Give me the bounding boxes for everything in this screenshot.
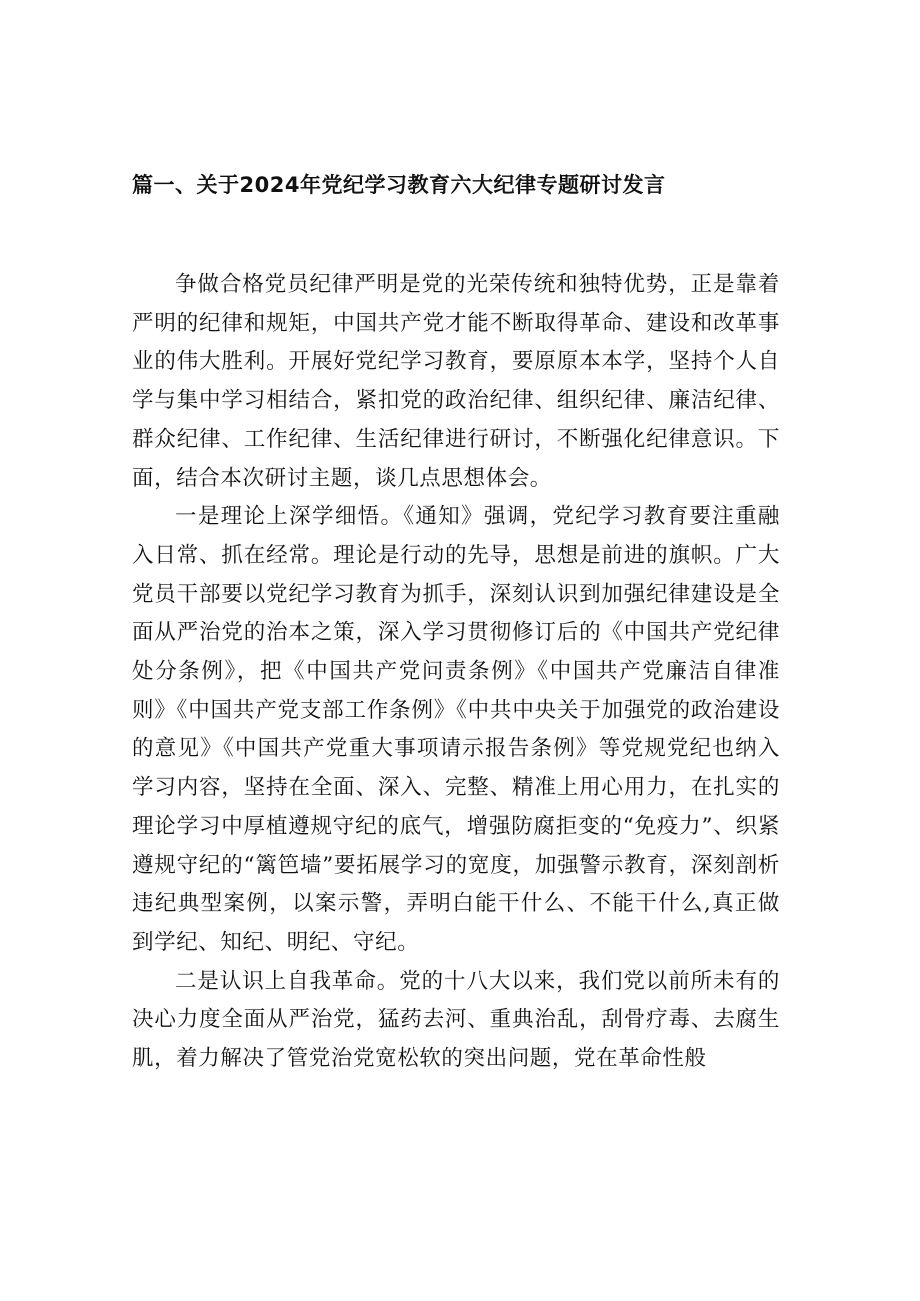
paragraph-intro: 争做合格党员纪律严明是党的光荣传统和独特优势，正是靠着严明的纪律和规矩，中国共产党才能不断取得革命、建设和改革事业的伟大胜利。开展好党纪学习教育，要原原本本学，坚持个人自学与集中学习相结合，紧扣党的政治纪律、组织纪律、廉洁纪律、群众纪律、工作纪律、生活纪律进行研讨，不断强化纪律意识。下面，结合本次研讨主题，谈几点思想体会。: [132, 272, 780, 491]
paragraph-self-revolution: 二是认识上自我革命。党的十八大以来，我们党以前所未有的决心力度全面从严治党，猛药去河、重典治乱，刮骨疗毒、去腐生肌，着力解决了管党治党宽松软的突出问题，党在革命性般: [132, 968, 780, 1072]
paragraph-theory-study: 一是理论上深学细悟。《通知》强调，党纪学习教育要注重融入日常、抓在经常。理论是行动的先导，思想是前进的旗帜。广大党员干部要以党纪学习教育为抓手，深刻认识到加强纪律建设是全面从严治党的治本之策，深入学习贯彻修订后的《中国共产党纪律处分条例》，把《中国共产党问责条例》《中国共产党廉洁自律准则》《中国共产党支部工作条例》《中共中央关于加强党的政治建设的意见》《中国共产党重大事项请示报告条例》等党规党纪也纳入学习内容，坚持在全面、深入、完整、精准上用心用力，在扎实的理论学习中厚植遵规守纪的底气，增强防腐拒变的“免疫力”、织紧遵规守纪的“篱笆墙”要拓展学习的宽度，加强警示教育，深刻剖析违纪典型案例，以案示警，弄明白能干什么、不能干什么,真正做到学纪、知纪、明纪、守纪。: [132, 504, 780, 955]
document-body: [132, 266, 780, 1079]
document-title: 篇一、关于2024年党纪学习教育六大纪律专题研讨发言: [132, 173, 666, 197]
